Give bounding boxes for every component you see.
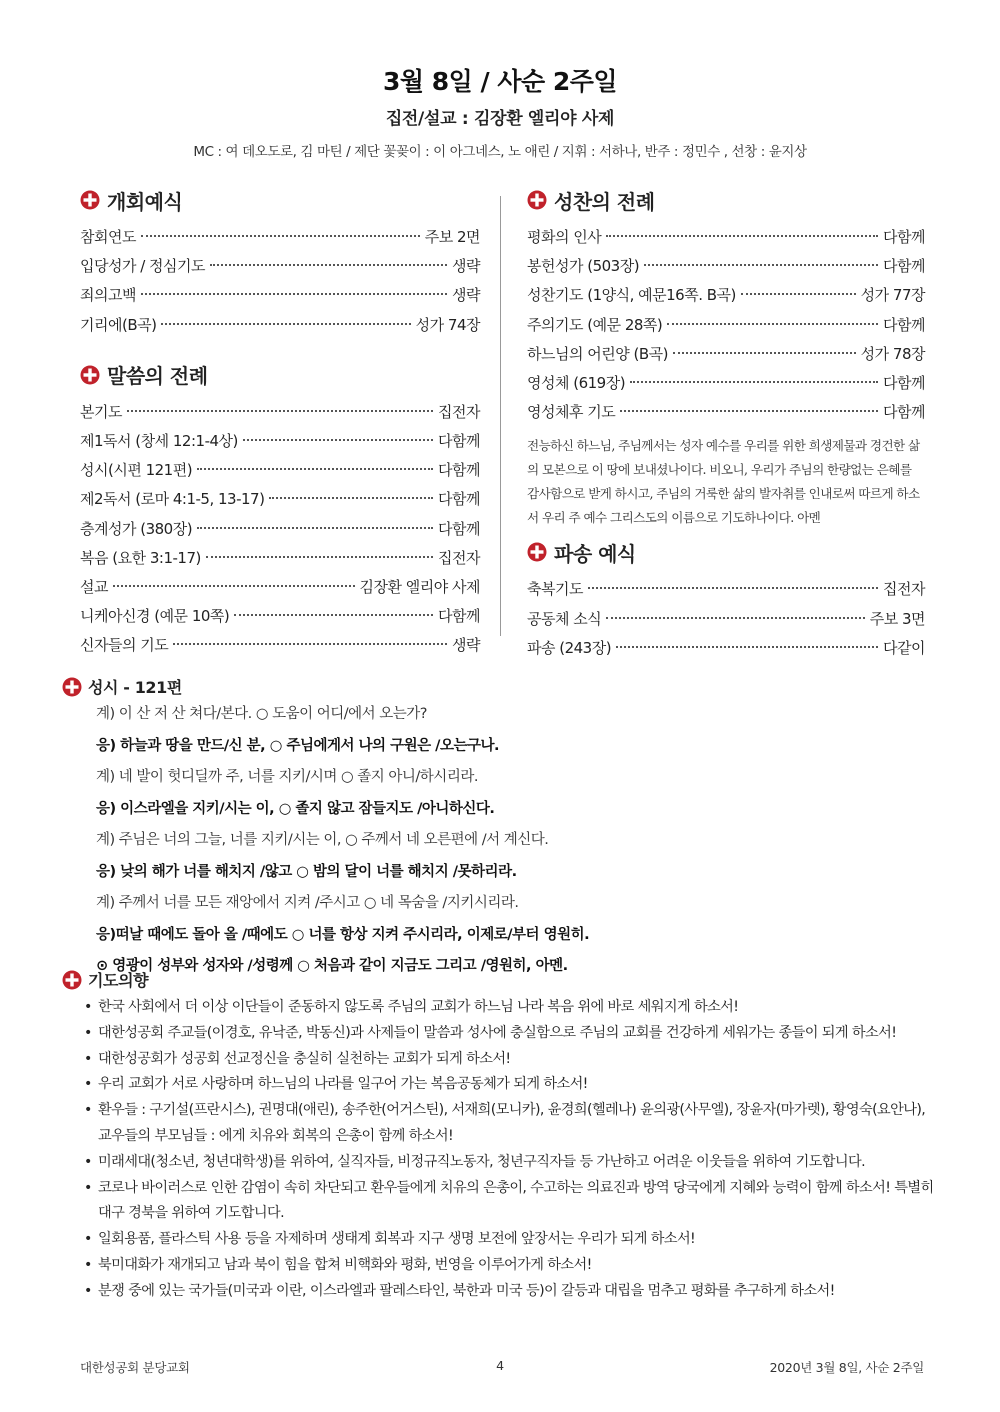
dot-leader	[741, 293, 856, 295]
order-item	[80, 576, 480, 605]
section-eucharist	[527, 186, 925, 214]
order-item-label: 층계성가 (380장)	[80, 519, 193, 538]
dot-leader	[197, 468, 433, 470]
order-item-who: 생략	[452, 286, 480, 305]
dot-leader	[113, 585, 355, 587]
order-item-label: 파송 (243장)	[527, 638, 612, 657]
section-title: 개회예식	[107, 189, 183, 214]
order-item	[80, 634, 480, 663]
list-item	[84, 995, 940, 1021]
order-item-who: 성가 78장	[860, 344, 925, 363]
intention-text: 대한성공회 주교들(이경호, 유낙준, 박동신)과 사제들이 말씀과 성사에 충실함으로 주님의 교회를 건강하게 세워가는 종들이 되게 하소서!	[98, 1024, 897, 1041]
intention-text: 분쟁 중에 있는 국가들(미국과 이란, 이스라엘과 팔레스타인, 북한과 미국 등)이 갈등과 대립을 멈추고 평화를 추구하게 하소서!	[98, 1282, 835, 1299]
order-item-who: 성가 74장	[415, 315, 480, 334]
intentions-list	[84, 995, 940, 1305]
dot-leader	[606, 235, 878, 237]
intentions-title: 기도의향	[88, 971, 149, 990]
post-communion-prayer: 전능하신 하느님, 주님께서는 성자 예수를 우리를 위한 희생제물과 경건한 삶의 모본으로 이 땅에 보내셨나이다. 비오니, 우리가 주님의 한량없는 은혜를 감사함으로 받게 하시고, 주님의 거룩한 삶의 발자취를 인내로써 따르게 하소서 우리 주 예수 그리스도의 이름으로 기도하나이다. 아멘	[527, 438, 920, 526]
order-item-label: 성찬기도 (1양식, 예문16쪽. B곡)	[527, 286, 736, 305]
order-item-label: 성시(시편 121편)	[80, 461, 193, 480]
bullet-icon: •	[84, 1102, 92, 1119]
section-title: 성찬의 전례	[554, 189, 655, 214]
dot-leader	[206, 556, 433, 558]
bullet-icon: •	[84, 1282, 92, 1299]
order-item-label: 공동체 소식	[527, 609, 602, 628]
order-item-label: 주의기도 (예문 28쪽)	[527, 315, 663, 334]
bullet-icon: •	[84, 1256, 92, 1273]
order-item	[527, 637, 925, 666]
order-item-label: 참회연도	[80, 228, 136, 246]
list-item	[84, 1176, 940, 1228]
order-item	[80, 547, 480, 576]
order-item-who: 다함께	[883, 315, 925, 334]
psalm-line: 응)떠날 때에도 돌아 올 /때에도 ○ 너를 항상 지켜 주시리라, 이제로/부터 영원히.	[96, 926, 590, 943]
psalm-title: 성시 - 121편	[88, 678, 182, 697]
section-opening-rites	[80, 186, 480, 214]
order-item-who: 다함께	[438, 519, 480, 538]
dot-leader	[606, 617, 864, 619]
list-item	[84, 1072, 940, 1098]
order-item-label: 죄의고백	[80, 286, 136, 305]
psalm-line: 응) 하늘과 땅을 만드/신 분, ○ 주님에게서 나의 구원은 /오는구나.	[96, 737, 499, 754]
order-item	[80, 226, 480, 255]
order-item	[527, 255, 925, 284]
psalm-line: 응) 낮의 해가 너를 해치지 /않고 ○ 밤의 달이 너를 해치지 /못하리라.	[96, 863, 517, 880]
order-item	[527, 284, 925, 313]
order-item-label: 영성체 (619장)	[527, 373, 626, 392]
order-item-who: 집전자	[438, 548, 480, 567]
order-item-who: 생략	[452, 257, 480, 276]
eucharist-list	[527, 226, 925, 430]
dot-leader	[673, 352, 856, 354]
order-item	[80, 518, 480, 547]
dot-leader	[588, 587, 878, 589]
bullet-icon: •	[84, 1153, 92, 1170]
cross-icon	[80, 190, 100, 210]
footer-page-number: 4	[496, 1358, 504, 1373]
intention-text: 한국 사회에서 더 이상 이단들이 준동하지 않도록 주님의 교회가 하느님 나라 복음 위에 바로 세워지게 하소서!	[98, 999, 739, 1015]
dot-leader	[630, 381, 878, 383]
order-item-label: 본기도	[80, 402, 122, 421]
dot-leader	[161, 323, 410, 325]
liturgy-of-word-list	[80, 401, 480, 664]
order-item-who: 생략	[452, 636, 480, 655]
list-item	[84, 1021, 940, 1047]
order-item	[80, 255, 480, 284]
opening-rites-list	[80, 226, 480, 343]
order-item	[527, 372, 925, 401]
order-item	[527, 578, 925, 607]
footer-date: 2020년 3월 8일, 사순 2주일	[769, 1360, 924, 1375]
psalm-line: ⊙ 영광이 성부와 성자와 /성령께 ○ 처음과 같이 지금도 그리고 /영원히, 아멘.	[96, 958, 568, 974]
psalm-heading	[62, 675, 182, 698]
intention-text: 대한성공회가 성공회 선교정신을 충실히 실천하는 교회가 되게 하소서!	[98, 1050, 511, 1067]
order-item-who: 다함께	[883, 228, 925, 246]
bullet-icon: •	[84, 1231, 92, 1248]
page-subtitle: 집전/설교 : 김장환 엘리야 사제	[385, 109, 615, 129]
list-item	[84, 1253, 940, 1279]
order-item	[80, 284, 480, 313]
psalm-line: 계) 네 발이 헛디딜까 주, 너를 지키/시며 ○ 졸지 아니/하시리라.	[96, 769, 478, 785]
order-item-label: 설교	[80, 577, 108, 596]
section-dismissal	[527, 538, 925, 566]
order-item	[80, 314, 480, 343]
intention-text: 환우들 : 구기설(프란시스), 권명대(애린), 송주한(어거스틴), 서재희(모니카), 윤경희(헬레나) 윤의광(사무엘), 장윤자(마가렛), 황영숙(요안나), 교우들의 부모님들 : 에게 치유와 회복의 은총이 함께 하소서!	[98, 1102, 926, 1144]
order-item	[527, 401, 925, 430]
order-item-who: 다함께	[883, 257, 925, 276]
dot-leader	[141, 235, 420, 237]
left-column	[80, 186, 480, 663]
dot-leader	[127, 410, 433, 412]
section-gap	[80, 343, 480, 361]
intention-text: 일회용품, 플라스틱 사용 등을 자제하며 생태계 회복과 지구 생명 보전에 앞장서는 우리가 되게 하소서!	[98, 1231, 696, 1248]
psalm-line: 계) 주님은 너의 그늘, 너를 지키/시는 이, ○ 주께서 네 오른편에 /서 계신다.	[96, 832, 549, 848]
list-item	[84, 1150, 940, 1176]
service-credits: MC : 여 데오도로, 김 마틴 / 제단 꽃꽂이 : 이 아그네스, 노 애린 / 지휘 : 서하나, 반주 : 정민수 , 선창 : 윤지상	[193, 144, 807, 160]
psalm-line: 계) 이 산 저 산 쳐다/본다. ○ 도움이 어디/에서 오는가?	[96, 706, 427, 722]
intentions-heading	[62, 968, 148, 991]
order-item	[527, 314, 925, 343]
order-item-label: 기리에(B곡)	[80, 315, 157, 334]
list-item	[84, 1098, 940, 1150]
list-item	[84, 1227, 940, 1253]
section-liturgy-of-word	[80, 361, 480, 389]
order-item-who: 다함께	[438, 490, 480, 509]
list-item	[84, 1047, 940, 1073]
order-item-who: 다함께	[438, 461, 480, 480]
right-column	[527, 186, 925, 666]
order-item-who: 다함께	[438, 431, 480, 450]
intention-text: 미래세대(청소년, 청년대학생)를 위하여, 실직자들, 비정규직노동자, 청년구직자들 등 가난하고 어려운 이웃들을 위하여 기도합니다.	[98, 1153, 866, 1170]
section-title: 말씀의 전례	[107, 364, 208, 389]
bullet-icon: •	[84, 999, 92, 1015]
order-item-label: 입당성가 / 정심기도	[80, 257, 206, 276]
order-item-label: 영성체후 기도	[527, 403, 616, 422]
order-item	[80, 459, 480, 488]
cross-icon	[62, 677, 82, 697]
dot-leader	[667, 323, 878, 325]
order-item	[527, 343, 925, 372]
bullet-icon: •	[84, 1024, 92, 1041]
order-item-label: 신자들의 기도	[80, 636, 169, 655]
bullet-icon: •	[84, 1076, 92, 1093]
psalm-line: 계) 주께서 너를 모든 재앙에서 지켜 /주시고 ○ 네 목숨을 /지키시리라.	[96, 895, 519, 911]
order-item-who: 성가 77장	[860, 286, 925, 305]
order-item	[80, 430, 480, 459]
order-item-label: 봉헌성가 (503장)	[527, 257, 640, 276]
cross-icon	[527, 190, 547, 210]
order-item-label: 복음 (요한 3:1-17)	[80, 548, 201, 567]
order-item-label: 축복기도	[527, 580, 583, 599]
section-title: 파송 예식	[554, 541, 636, 566]
dot-leader	[644, 264, 878, 266]
psalm-lines	[96, 702, 956, 986]
bullet-icon: •	[84, 1050, 92, 1067]
order-item-label: 제1독서 (창세 12:1-4상)	[80, 431, 238, 450]
order-item	[527, 226, 925, 255]
list-item	[84, 1279, 940, 1305]
order-item-who: 집전자	[883, 580, 925, 599]
dot-leader	[243, 439, 433, 441]
dot-leader	[616, 646, 878, 648]
order-item-who: 다함께	[883, 373, 925, 392]
intention-text: 코로나 바이러스로 인한 감염이 속히 차단되고 환우들에게 치유의 은총이, 수고하는 의료진과 방역 당국에게 지혜와 능력이 함께 하소서! 특별히 대구 경북을 위하여 기도합니다.	[98, 1179, 934, 1222]
order-item	[80, 401, 480, 430]
dot-leader	[269, 497, 433, 499]
order-item-label: 평화의 인사	[527, 228, 602, 246]
order-item-label: 제2독서 (로마 4:1-5, 13-17)	[80, 490, 265, 509]
order-item-who: 다함께	[438, 607, 480, 626]
dot-leader	[197, 527, 433, 529]
column-divider	[500, 196, 501, 636]
dismissal-list	[527, 578, 925, 666]
order-item	[80, 605, 480, 634]
cross-icon	[62, 970, 82, 990]
order-item-who: 다함께	[883, 403, 925, 422]
order-item-who: 김장환 엘리야 사제	[359, 577, 480, 596]
bullet-icon: •	[84, 1179, 92, 1196]
dot-leader	[173, 643, 447, 645]
order-item	[527, 608, 925, 637]
dot-leader	[620, 410, 878, 412]
dot-leader	[141, 293, 447, 295]
order-item-label: 니케아신경 (예문 10쪽)	[80, 607, 230, 626]
intention-text: 북미대화가 재개되고 남과 북이 힘을 합쳐 비핵화와 평화, 번영을 이루어가게 하소서!	[98, 1256, 592, 1273]
dot-leader	[234, 614, 433, 616]
page-title: 3월 8일 / 사순 2주일	[382, 67, 618, 96]
order-item-who: 다같이	[883, 638, 925, 657]
order-item-who: 주보 2면	[424, 228, 480, 246]
psalm-line: 응) 이스라엘을 지키/시는 이, ○ 졸지 않고 잠들지도 /아니하신다.	[96, 800, 495, 817]
order-item-who: 집전자	[438, 402, 480, 421]
dot-leader	[210, 264, 447, 266]
cross-icon	[80, 365, 100, 385]
order-item-label: 하느님의 어린양 (B곡)	[527, 344, 668, 363]
order-item-who: 주보 3면	[869, 609, 925, 628]
order-item	[80, 488, 480, 517]
cross-icon	[527, 542, 547, 562]
footer-church-name: 대한성공회 분당교회	[80, 1360, 190, 1375]
intention-text: 우리 교회가 서로 사랑하며 하느님의 나라를 일구어 가는 복음공동체가 되게 하소서!	[98, 1076, 588, 1093]
